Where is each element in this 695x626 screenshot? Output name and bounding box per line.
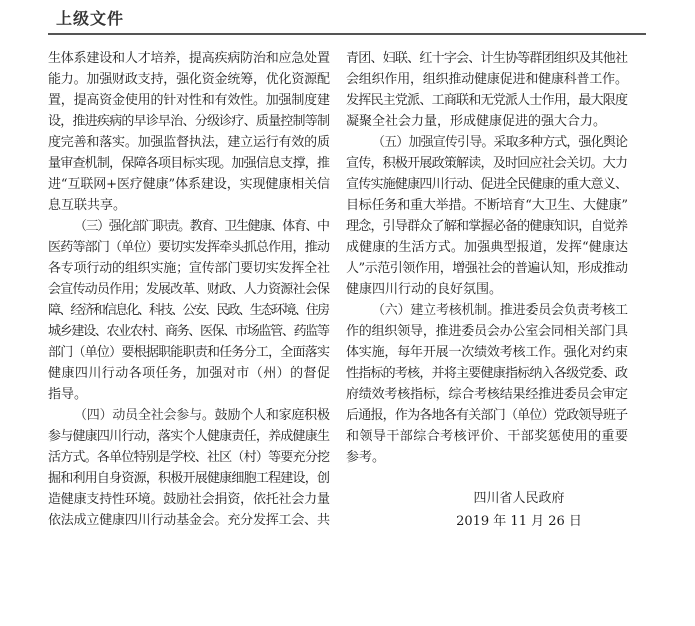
text-line-content: 会组织作用，组织推动健康促进和健康科普工作。: [346, 72, 628, 87]
section-first-line: [346, 132, 628, 153]
text-line-content: 健康四川行动各项任务，加强对市（州）的督促: [48, 366, 331, 381]
text-line-content: 度完善和落实。加强监督执法，建立运行有效的质: [48, 135, 330, 150]
text-line: [48, 174, 330, 195]
text-line: [346, 405, 628, 426]
text-line-content: 活方式。各单位特别是学校、社区（村）等要充分挖: [48, 450, 330, 465]
paragraph-continuation-left: [48, 48, 330, 216]
text-line: [346, 111, 628, 132]
section-first-line: [48, 405, 330, 426]
text-line: [48, 321, 330, 342]
text-line-content: 医药等部门（单位）要切实发挥牵头抓总作用，推动: [48, 240, 330, 255]
text-line: [48, 489, 330, 510]
text-line-content: 成健康的生活方式。加强典型报道，发挥“健康达: [346, 240, 629, 255]
issuing-authority: 四川省人民政府: [473, 491, 565, 506]
text-line: [346, 216, 628, 237]
text-line-content: 会宣传动员作用；发展改革、财政、人力资源社会保: [48, 282, 330, 297]
text-line: [346, 90, 628, 111]
text-line-content: 宣传实施健康四川行动、促进全民健康的重大意义、: [346, 177, 628, 192]
section-first-line-content: [74, 405, 330, 426]
text-line: [48, 300, 330, 321]
text-line-content: 目标任务和重大举措。不断培育“大卫生、大健康”: [346, 198, 628, 213]
text-line-content: 部门（单位）要根据职能职责和任务分工，全面落实: [48, 345, 330, 360]
text-line: [48, 258, 330, 279]
text-line-content: 作的组织领导，推进委员会办公室会同相关部门具: [346, 324, 628, 339]
text-line: [48, 48, 330, 69]
text-line: [48, 510, 330, 531]
text-line-content: 青团、妇联、红十字会、计生协等群团组织及其他社: [346, 51, 628, 66]
section-first-line: [48, 216, 330, 237]
text-line: [48, 384, 330, 405]
text-line-content: 造健康支持性环境。鼓励社会捐资，依托社会力量: [48, 492, 330, 507]
text-line-content: 性指标的考核，并将主要健康指标纳入各级党委、政: [346, 366, 628, 381]
text-line: [346, 48, 628, 69]
paragraph-section-3: [48, 216, 330, 405]
text-line-content: 设，推进疾病的早诊早治、分级诊疗、质量控制等制: [48, 114, 330, 129]
section-first-line-content: [74, 216, 329, 237]
text-line-content: 发挥民主党派、工商联和无党派人士作用，最大限度: [346, 93, 628, 108]
text-line: [48, 153, 330, 174]
text-line-content: 进“互联网+医疗健康”体系建设，实现健康相关信: [48, 177, 330, 192]
text-line: [346, 363, 628, 384]
text-line-content: 依法成立健康四川行动基金会。充分发挥工会、共: [48, 513, 330, 528]
text-line-content: 参考。: [346, 450, 386, 465]
text-line-content: 障、经济和信息化、科技、公安、民政、生态环境、住房: [48, 303, 329, 318]
text-line: [346, 237, 628, 258]
text-line-content: 城乡建设、农业农村、商务、医保、市场监管、药监等: [48, 324, 329, 339]
text-line: [48, 195, 330, 216]
signature-block: [439, 487, 599, 533]
text-line: [346, 195, 628, 216]
paragraph-section-4: [48, 405, 330, 531]
text-line-content: 参与健康四川行动，落实个人健康责任，养成健康生: [48, 429, 330, 444]
running-header-title: 上级文件: [56, 9, 125, 28]
text-line: [48, 279, 330, 300]
text-line-content: 理念，引导群众了解和掌握必备的健康知识，自觉养: [346, 219, 628, 234]
text-line-content: 生体系建设和人才培养，提高疾病防治和应急处置: [48, 51, 330, 66]
text-line-content: 指导。: [48, 387, 88, 402]
right-column: [346, 48, 628, 468]
text-line: [346, 384, 628, 405]
text-line: [48, 69, 330, 90]
section-lead-text: 采取多种方式，强化舆论: [493, 135, 628, 150]
text-line-content: 府绩效考核指标，综合考核结果经推进委员会审定: [346, 387, 628, 402]
left-column: [48, 48, 330, 531]
issue-date: 2019 年 11 月 26 日: [456, 514, 582, 529]
paragraph-section-5: [346, 132, 628, 300]
text-line-content: 和领导干部综合考核评价、干部奖惩使用的重要: [346, 429, 629, 444]
text-line-content: 掘和利用自身资源，积极开展健康细胞工程建设，创: [48, 471, 330, 486]
text-line: [346, 447, 628, 468]
text-line: [346, 174, 628, 195]
text-line-content: 后通报，作为各地各有关部门（单位）党政领导班子: [346, 408, 628, 423]
text-line-content: 体实施，每年开展一次绩效考核工作。强化对约束: [346, 345, 628, 360]
text-line-content: 量审查机制，保障各项目标实现。加强信息支撑，推: [48, 156, 330, 171]
text-line: [48, 132, 330, 153]
text-line: [48, 237, 330, 258]
text-line: [48, 90, 330, 111]
text-line-content: 人”示范引领作用，增强社会的普遍认知，形成推动: [346, 261, 628, 276]
text-line: [48, 426, 330, 447]
section-lead-text: 推进委员会负责考核工: [499, 303, 628, 318]
text-line-content: 能力。加强财政支持，强化资金统筹，优化资源配: [48, 72, 330, 87]
text-line: [346, 342, 628, 363]
text-line: [346, 258, 628, 279]
text-line-content: 凝聚全社会力量，形成健康促进的强大合力。: [346, 114, 607, 129]
section-lead-text: 鼓励个人和家庭积极: [214, 408, 330, 423]
section-heading: （六）建立考核机制。: [372, 303, 500, 318]
text-line-content: 置，提高资金使用的针对性和有效性。加强制度建: [48, 93, 330, 108]
text-line: [346, 279, 628, 300]
text-line-content: 息互联共享。: [48, 198, 127, 213]
section-heading: （五）加强宣传引导。: [372, 135, 494, 150]
text-line: [48, 342, 330, 363]
section-first-line-content: [372, 300, 628, 321]
text-line: [346, 426, 628, 447]
text-line-content: 健康四川行动的良好氛围。: [346, 282, 503, 297]
text-line-content: 各专项行动的组织实施；宣传部门要切实发挥全社: [48, 261, 330, 276]
text-line-content: 宣传，积极开展政策解读，及时回应社会关切。大力: [346, 156, 628, 171]
text-line: [346, 153, 628, 174]
section-first-line: [346, 300, 628, 321]
section-first-line-content: [372, 132, 627, 153]
paragraph-section-6: [346, 300, 628, 468]
text-line: [48, 468, 330, 489]
paragraph-continuation-right: [346, 48, 628, 132]
text-line: [48, 111, 330, 132]
section-heading: （三）强化部门职责。: [74, 219, 190, 234]
header-rule: [48, 33, 646, 35]
text-line: [346, 69, 628, 90]
section-lead-text: 教育、卫生健康、体育、中: [189, 219, 329, 234]
section-heading: （四）动员全社会参与。: [74, 408, 215, 423]
text-line: [346, 321, 628, 342]
text-line: [48, 363, 330, 384]
text-line: [48, 447, 330, 468]
